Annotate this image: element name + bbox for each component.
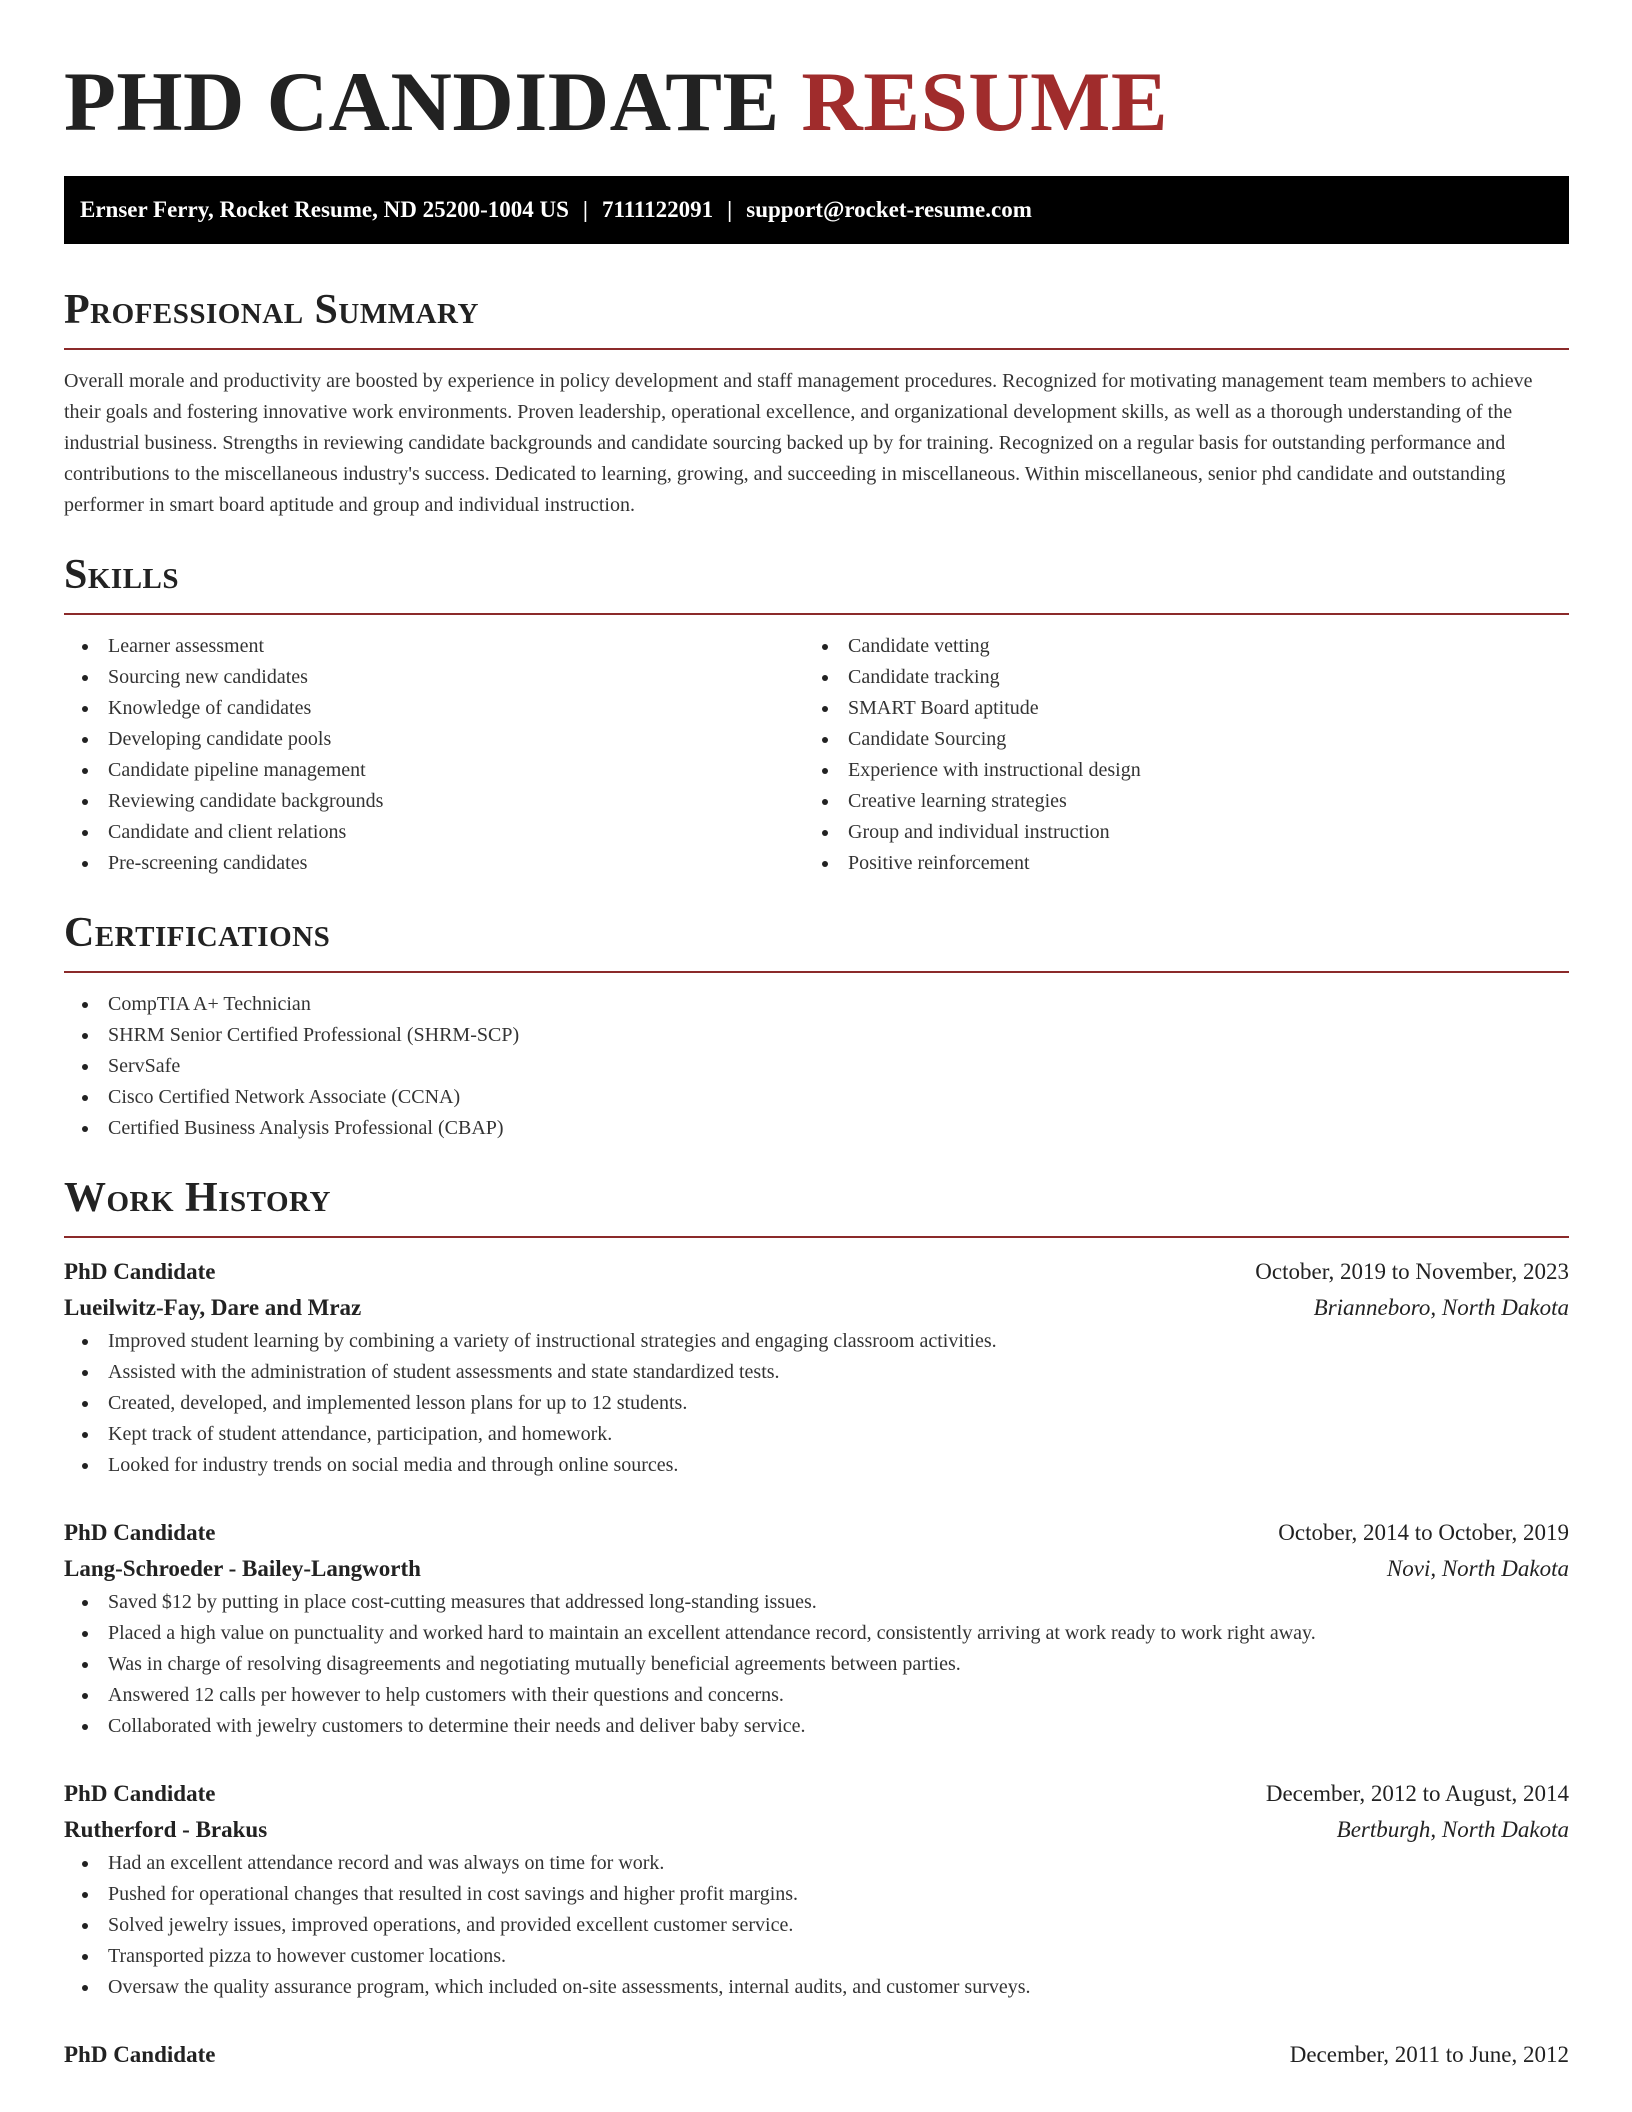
section-divider [64,971,1569,973]
skill-item: Candidate and client relations [64,817,804,848]
skill-item: Candidate Sourcing [804,724,1544,755]
certifications-list [64,989,1569,1144]
job-location: Brianneboro, North Dakota [1313,1295,1569,1320]
skill-item: Experience with instructional design [804,755,1544,786]
job-title: PhD Candidate [64,1520,216,1545]
job-title: PhD Candidate [64,1781,216,1806]
job-dates: December, 2011 to June, 2012 [1289,2042,1569,2067]
job-bullet: Solved jewelry issues, improved operations, and provided excellent customer service. [64,1910,1569,1941]
job-dates: October, 2019 to November, 2023 [1255,1259,1569,1284]
skill-item: Positive reinforcement [804,848,1544,879]
job-header-row [64,1776,1569,1812]
certifications-section [64,909,1569,1144]
skill-item: Creative learning strategies [804,786,1544,817]
title-accent: RESUME [801,55,1169,149]
job-dates: October, 2014 to October, 2019 [1278,1520,1569,1545]
job-company-row [64,1551,1569,1587]
resume-title [64,52,1569,152]
section-divider [64,613,1569,615]
job-company: Lueilwitz-Fay, Dare and Mraz [64,1295,362,1320]
skill-item: Developing candidate pools [64,724,804,755]
job-bullet-list [64,1848,1569,2003]
job-bullet-list [64,1587,1569,1742]
skill-item: Group and individual instruction [804,817,1544,848]
section-heading-certifications: Certifications [64,910,331,956]
job-location: Novi, North Dakota [1386,1556,1569,1581]
job-entry [64,1254,1569,1481]
job-location: Bertburgh, North Dakota [1336,1817,1569,1842]
job-header-row [64,1515,1569,1551]
section-divider [64,1236,1569,1238]
summary-section [64,286,1569,521]
contact-bar [64,176,1569,244]
job-bullet: Transported pizza to however customer locations. [64,1941,1569,1972]
job-dates: December, 2012 to August, 2014 [1265,1781,1569,1806]
job-bullet: Kept track of student attendance, participation, and homework. [64,1419,1569,1450]
skills-column-right [804,631,1544,879]
skill-item: Candidate vetting [804,631,1544,662]
job-bullet-list [64,1326,1569,1481]
contact-address: Ernser Ferry, Rocket Resume, ND 25200-1004 US [80,197,569,222]
job-header-row [64,1254,1569,1290]
job-entry [64,2037,1569,2073]
job-bullet: Created, developed, and implemented lesson plans for up to 12 students. [64,1388,1569,1419]
certification-item: ServSafe [64,1051,1569,1082]
skill-item: Pre-screening candidates [64,848,804,879]
certification-item: Certified Business Analysis Professional (CBAP) [64,1113,1569,1144]
contact-email: support@rocket-resume.com [746,197,1032,222]
job-company: Lang-Schroeder - Bailey-Langworth [64,1556,421,1581]
job-bullet: Assisted with the administration of student assessments and state standardized tests. [64,1357,1569,1388]
job-entry [64,1515,1569,1742]
job-bullet: Placed a high value on punctuality and worked hard to maintain an excellent attendance record, consistently arriving at work ready to work right away. [64,1618,1569,1649]
job-bullet: Answered 12 calls per however to help customers with their questions and concerns. [64,1680,1569,1711]
job-title: PhD Candidate [64,1259,216,1284]
contact-separator: | [727,197,733,222]
skill-item: Sourcing new candidates [64,662,804,693]
job-bullet: Had an excellent attendance record and was always on time for work. [64,1848,1569,1879]
skill-item: Candidate pipeline management [64,755,804,786]
section-heading-summary: Professional Summary [64,287,479,333]
job-company-row [64,1290,1569,1326]
job-bullet: Pushed for operational changes that resulted in cost savings and higher profit margins. [64,1879,1569,1910]
certification-item: CompTIA A+ Technician [64,989,1569,1020]
resume-content [64,52,1569,2073]
section-divider [64,348,1569,350]
skills-list-right [804,631,1544,879]
certification-item: Cisco Certified Network Associate (CCNA) [64,1082,1569,1113]
skills-section [64,551,1569,879]
section-heading-work-history: Work History [64,1175,331,1221]
job-company: Rutherford - Brakus [64,1817,268,1842]
certification-item: SHRM Senior Certified Professional (SHRM-SCP) [64,1020,1569,1051]
skills-grid [64,631,1569,879]
job-header-row [64,2037,1569,2073]
job-bullet: Looked for industry trends on social media and through online sources. [64,1450,1569,1481]
skill-item: Knowledge of candidates [64,693,804,724]
skill-item: Reviewing candidate backgrounds [64,786,804,817]
job-company-row [64,1812,1569,1848]
contact-separator: | [582,197,588,222]
job-bullet: Collaborated with jewelry customers to determine their needs and deliver baby service. [64,1711,1569,1742]
skill-item: Learner assessment [64,631,804,662]
contact-phone: 7111122091 [601,197,714,222]
job-bullet: Oversaw the quality assurance program, which included on-site assessments, internal audits, and customer surveys. [64,1972,1569,2003]
job-bullet: Saved $12 by putting in place cost-cutting measures that addressed long-standing issues. [64,1587,1569,1618]
skills-column-left [64,631,804,879]
job-bullet: Was in charge of resolving disagreements and negotiating mutually beneficial agreements between parties. [64,1649,1569,1680]
skill-item: SMART Board aptitude [804,693,1544,724]
work-history-section [64,1174,1569,2073]
section-heading-skills: Skills [64,552,180,598]
summary-text: Overall morale and productivity are boosted by experience in policy development and staff management procedures. Recognized for motivating management team members to achieve their goals and fostering innovative work environments. Proven leadership, operational excellence, and organizational development skills, as well as a thorough understanding of the industrial business. Strengths in reviewing candidate backgrounds and candidate sourcing backed up by for training. Recognized on a regular basis for outstanding performance and contributions to the miscellaneous industry's success. Dedicated to learning, growing, and succeeding in miscellaneous. Within miscellaneous, senior phd candidate and outstanding performer in smart board aptitude and group and individual instruction. [64,370,1533,516]
title-main: PHD CANDIDATE [64,55,780,149]
job-title: PhD Candidate [64,2042,216,2067]
skill-item: Candidate tracking [804,662,1544,693]
job-bullet: Improved student learning by combining a variety of instructional strategies and engaging classroom activities. [64,1326,1569,1357]
job-entry [64,1776,1569,2003]
skills-list-left [64,631,804,879]
